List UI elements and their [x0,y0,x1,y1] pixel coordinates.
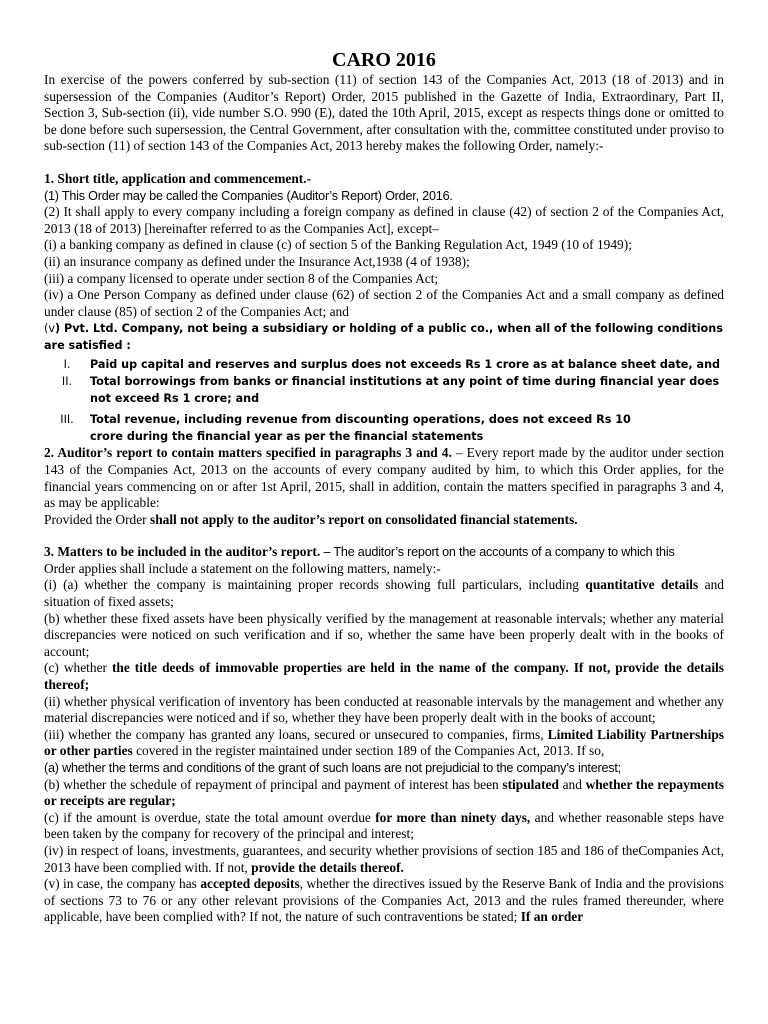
section-1-para-2: (2) It shall apply to every company including a foreign company as defined in clause (42) of section 2 of the Companies Act, 2013 (18 of 2013) [hereinafter referred to as the Companies Act], except– [44,204,724,236]
clause-iv: (iv) in respect of loans, investments, guarantees, and security whether provisions of section 185 and 186 of theCompanies Act, 2013 have been complied with. If not, provide the details thereof. [44,842,724,875]
exception-iii: (iii) a company licensed to operate under section 8 of the Companies Act; [44,270,439,286]
condition-number: III. [60,413,74,427]
clause-i-b: (b) whether these fixed assets have been physically verified by the management at reasonable intervals; whether any material discrepancies were noticed on such verification and if so, whether the same have been properly dealt with in the books of account; [44,610,724,659]
condition-text: Paid up capital and reserves and surplus does not exceeds Rs 1 crore as at balance sheet date, and [90,358,721,372]
clause-iii-c: (c) if the amount is overdue, state the total amount overdue for more than ninety days, and whether reasonable steps have been taken by the company for recovery of the principal and interest; [44,809,724,842]
clause-v: (v) in case, the company has accepted deposits, whether the directives issued by the Reserve Bank of India and the provisions of sections 73 to 76 or any other relevant provisions of the Companies Act, 2013 and the rules framed thereunder, where applicable, have been complied with? If not, the nature of such contraventions be stated; If an order [44,876,724,925]
condition-number: II. [61,375,73,389]
section-2-paragraph: 2. Auditor’s report to contain matters specified in paragraphs 3 and 4. – Every report made by the auditor under section 143 of the Companies Act, 2013 on the accounts of every company audited by him, to which this Order applies, for the financial years commencing on or after 1st April, 2015, shall in addition, contain the matters specified in paragraphs 3 and 4, as may be applicable: [44,445,724,511]
section-2-proviso: Provided the Order shall not apply to the auditor’s report on consolidated financial statements. [44,511,578,527]
section-3-heading: 3. Matters to be included in the auditor’s report. – The auditor’s report on the accounts of a company to which this [44,544,675,560]
clause-iii-a: (a) whether the terms and conditions of the grant of such loans are not prejudicial to the company’s interest; [44,761,622,775]
exception-iv: (iv) a One Person Company as defined under clause (62) of section 2 of the Companies Act and a small company as defined under clause (85) of section 2 of the Companies Act; and [44,287,724,319]
clause-iii-b: (b) whether the schedule of repayment of principal and payment of interest has been stipulated and whether the repayments or receipts are regular; [44,776,724,809]
clause-ii: (ii) whether physical verification of inventory has been conducted at reasonable intervals by the management and whether any material discrepancies were noticed and if so, whether they have been properly dealt with in the books of account; [44,693,724,726]
condition-item [44,411,724,445]
exception-i: (i) a banking company as defined in clause (c) of section 5 of the Banking Regulation Act, 1949 (10 of 1949); [44,237,632,253]
condition-item [44,373,724,407]
document-title: CARO 2016 [332,49,436,71]
clause-i-c: (c) whether the title deeds of immovable properties are held in the name of the company. If not, provide the details thereof; [44,660,724,693]
condition-item [44,356,724,373]
section-3-lead: Order applies shall include a statement on the following matters, namely:- [44,560,441,576]
spacer [44,528,724,544]
clause-i-a: (i) (a) whether the company is maintaining proper records showing full particulars, including quantitative details and situation of fixed assets; [44,577,725,610]
section-1-heading: 1. Short title, application and commencement.- [44,170,312,186]
condition-number: I. [63,358,71,372]
conditions-list [44,356,724,445]
clause-iii: (iii) whether the company has granted any loans, secured or unsecured to companies, firms, Limited Liability Partnerships or other parties covered in the register maintained under section 189 of the Companies Act, 2013. If so, [44,726,724,759]
condition-text: Total borrowings from banks or financial institutions at any point of time during financial year does not exceed Rs 1 crore; and [90,375,720,406]
condition-text: Total revenue, including revenue from discounting operations, does not exceed Rs 10 crore during the financial year as per the financial statements [90,413,631,444]
exception-ii: (ii) an insurance company as defined under the Insurance Act,1938 (4 of 1938); [44,253,470,269]
intro-paragraph: In exercise of the powers conferred by sub-section (11) of section 143 of the Companies Act, 2013 (18 of 2013) and in supersession of the Companies (Auditor’s Report) Order, 2015 published in the Gazette of India, Extraordinary, Part II, Section 3, Sub-section (ii), vide number S.O. 990 (E), dated the 10th April, 2015, except as respects things done or omitted to be done before such supersession, the Central Government, after consultation with the, committee constituted under proviso to sub-section (11) of section 143 of the Companies Act, 2013 hereby makes the following Order, namely:- [44,72,724,154]
exception-v: (v) Pvt. Ltd. Company, not being a subsidiary or holding of a public co., when all of the following conditions are satisfied : [44,322,723,353]
section-1-para-1: (1) This Order may be called the Companies (Auditor’s Report) Order, 2016. [44,188,453,203]
spacer [44,155,724,171]
